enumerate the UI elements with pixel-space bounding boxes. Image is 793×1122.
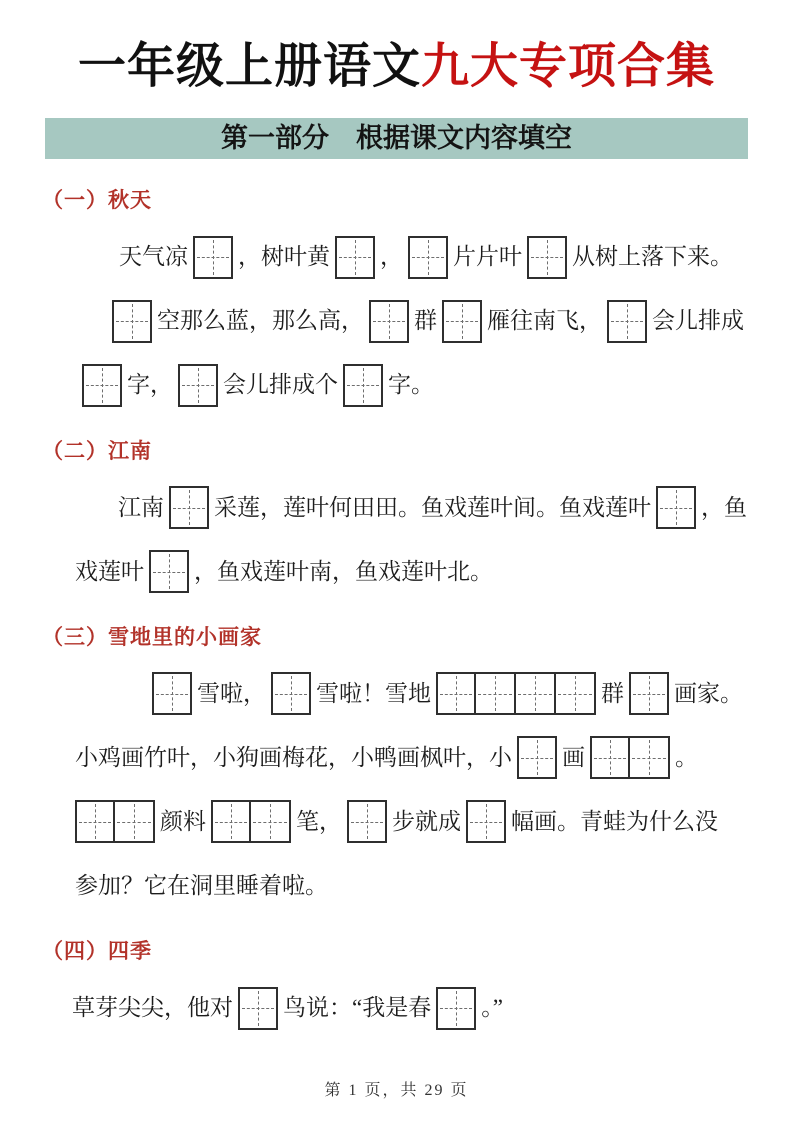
page-footer bbox=[0, 1077, 793, 1100]
text-segment: 小鸡画竹叶，小狗画梅花，小鸭画枫叶，小 bbox=[75, 744, 512, 770]
fill-in-box[interactable] bbox=[343, 364, 383, 407]
text-segment: 采莲，莲叶何田田。鱼戏莲叶间。鱼戏莲叶 bbox=[214, 494, 651, 520]
text-segment: ，鱼 bbox=[701, 494, 747, 520]
fill-in-box[interactable] bbox=[335, 236, 375, 279]
tian-cell bbox=[436, 987, 476, 1030]
fill-in-box-group[interactable] bbox=[436, 672, 596, 715]
text-segment: 参加？它在洞里睡着啦。 bbox=[75, 872, 328, 898]
tian-cell bbox=[516, 672, 556, 715]
content-line bbox=[152, 672, 751, 715]
tian-cell bbox=[556, 672, 596, 715]
text-segment: 天气凉 bbox=[119, 244, 188, 270]
fill-in-box[interactable] bbox=[169, 486, 209, 529]
tian-cell bbox=[211, 800, 251, 843]
tian-cell bbox=[466, 800, 506, 843]
text-segment: ，树叶黄 bbox=[238, 244, 330, 270]
fill-in-box[interactable] bbox=[369, 300, 409, 343]
tian-cell bbox=[517, 736, 557, 779]
fill-in-box[interactable] bbox=[408, 236, 448, 279]
tian-cell bbox=[408, 236, 448, 279]
fill-in-box-group[interactable] bbox=[75, 800, 155, 843]
text-segment: 幅画。青蛙为什么没 bbox=[511, 808, 718, 834]
section-heading: （三）雪地里的小画家 bbox=[42, 625, 262, 650]
fill-in-box-group[interactable] bbox=[590, 736, 670, 779]
content-line bbox=[118, 486, 751, 529]
tian-cell bbox=[442, 300, 482, 343]
content-line bbox=[72, 987, 751, 1030]
text-segment: 群 bbox=[601, 680, 624, 706]
tian-cell bbox=[169, 486, 209, 529]
fill-in-box[interactable] bbox=[629, 672, 669, 715]
text-segment: 字。 bbox=[388, 372, 434, 398]
text-segment: 会儿排成个 bbox=[223, 372, 338, 398]
page-number-text: 第 1 页，共 29 页 bbox=[324, 1081, 469, 1099]
text-segment: 画家。 bbox=[674, 680, 743, 706]
text-segment: 雪啦， bbox=[197, 680, 266, 706]
tian-cell bbox=[527, 236, 567, 279]
tian-cell bbox=[149, 550, 189, 593]
tian-cell bbox=[152, 672, 192, 715]
text-segment: 。” bbox=[481, 995, 503, 1021]
fill-in-box[interactable] bbox=[436, 987, 476, 1030]
text-segment: 从树上落下来。 bbox=[572, 244, 733, 270]
content-line bbox=[75, 864, 751, 907]
tian-cell bbox=[347, 800, 387, 843]
fill-in-box[interactable] bbox=[152, 672, 192, 715]
text-segment: 空那么蓝，那么高， bbox=[157, 308, 364, 334]
fill-in-box[interactable] bbox=[527, 236, 567, 279]
text-segment: 笔， bbox=[296, 808, 342, 834]
content-line bbox=[119, 236, 751, 279]
tian-cell bbox=[238, 987, 278, 1030]
text-segment: 字， bbox=[127, 372, 173, 398]
section-heading: （一）秋天 bbox=[42, 188, 152, 213]
tian-cell bbox=[369, 300, 409, 343]
tian-cell bbox=[75, 800, 115, 843]
page-title bbox=[0, 36, 793, 98]
text-segment: 雪啦！雪地 bbox=[316, 680, 431, 706]
fill-in-box[interactable] bbox=[347, 800, 387, 843]
content-line bbox=[75, 800, 751, 843]
text-segment: 步就成 bbox=[392, 808, 461, 834]
text-segment: ， bbox=[380, 244, 403, 270]
tian-cell bbox=[112, 300, 152, 343]
fill-in-box[interactable] bbox=[271, 672, 311, 715]
tian-cell bbox=[476, 672, 516, 715]
text-segment: 片片叶 bbox=[453, 244, 522, 270]
part-banner-text: 第一部分 根据课文内容填空 bbox=[221, 123, 572, 154]
text-segment: 草芽尖尖，他对 bbox=[72, 995, 233, 1021]
tian-cell bbox=[590, 736, 630, 779]
title-black-text: 一年级上册语文 bbox=[77, 40, 421, 93]
fill-in-box[interactable] bbox=[442, 300, 482, 343]
tian-cell bbox=[630, 736, 670, 779]
title-red-text: 九大专项合集 bbox=[421, 40, 716, 93]
text-segment: 。 bbox=[675, 744, 698, 770]
tian-cell bbox=[82, 364, 122, 407]
tian-cell bbox=[271, 672, 311, 715]
fill-in-box[interactable] bbox=[178, 364, 218, 407]
text-segment: 画 bbox=[562, 744, 585, 770]
fill-in-box[interactable] bbox=[466, 800, 506, 843]
fill-in-box-group[interactable] bbox=[211, 800, 291, 843]
content-line bbox=[75, 736, 751, 779]
fill-in-box[interactable] bbox=[112, 300, 152, 343]
tian-cell bbox=[115, 800, 155, 843]
content-line bbox=[75, 550, 751, 593]
text-segment: 戏莲叶 bbox=[75, 558, 144, 584]
text-segment: ，鱼戏莲叶南，鱼戏莲叶北。 bbox=[194, 558, 493, 584]
fill-in-box[interactable] bbox=[193, 236, 233, 279]
fill-in-box[interactable] bbox=[656, 486, 696, 529]
fill-in-box[interactable] bbox=[149, 550, 189, 593]
tian-cell bbox=[343, 364, 383, 407]
tian-cell bbox=[607, 300, 647, 343]
text-segment: 鸟说：“我是春 bbox=[283, 995, 432, 1021]
tian-cell bbox=[656, 486, 696, 529]
content-line bbox=[112, 300, 751, 343]
tian-cell bbox=[335, 236, 375, 279]
fill-in-box[interactable] bbox=[238, 987, 278, 1030]
section-heading: （二）江南 bbox=[42, 438, 152, 463]
tian-cell bbox=[178, 364, 218, 407]
tian-cell bbox=[251, 800, 291, 843]
tian-cell bbox=[436, 672, 476, 715]
text-segment: 会儿排成 bbox=[652, 308, 744, 334]
text-segment: 雁往南飞， bbox=[487, 308, 602, 334]
part-banner bbox=[45, 118, 748, 159]
tian-cell bbox=[629, 672, 669, 715]
fill-in-box[interactable] bbox=[607, 300, 647, 343]
content-line bbox=[82, 364, 751, 407]
fill-in-box[interactable] bbox=[82, 364, 122, 407]
section-heading: （四）四季 bbox=[42, 939, 152, 964]
text-segment: 江南 bbox=[118, 494, 164, 520]
text-segment: 颜料 bbox=[160, 808, 206, 834]
text-segment: 群 bbox=[414, 308, 437, 334]
tian-cell bbox=[193, 236, 233, 279]
worksheet-body bbox=[0, 186, 793, 1029]
fill-in-box[interactable] bbox=[517, 736, 557, 779]
